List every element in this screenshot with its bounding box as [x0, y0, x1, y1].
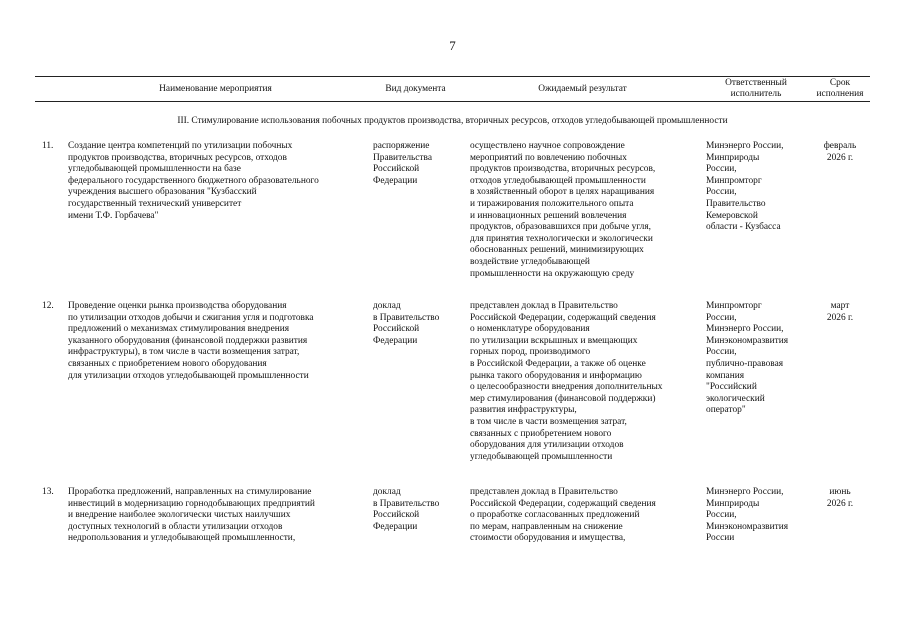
- deadline-line: 2026 г.: [826, 312, 854, 323]
- document-type-line: в Правительство: [373, 312, 440, 323]
- header-result: Ожидаемый результат: [538, 84, 627, 94]
- expected-result-line: по мерам, направленным на снижение: [470, 521, 623, 532]
- expected-result-line: горных пород, производимого: [470, 347, 591, 358]
- event-name-line: связанных с приобретением нового оборудования: [68, 358, 267, 369]
- header-responsible-line: Ответственный: [725, 78, 787, 88]
- document-type: [373, 487, 458, 533]
- section-title: III. Стимулирование использования побочных продуктов производства, вторичных ресурсов, отходов угледобывающей промышленности: [177, 116, 728, 126]
- expected-result-line: мероприятий по вовлечению побочных: [470, 152, 627, 163]
- responsible-line: Минпромторг: [706, 301, 762, 311]
- responsible-line: области - Кузбасса: [706, 222, 781, 233]
- document-type-line: Российской: [373, 164, 420, 175]
- header-deadline: [812, 78, 868, 100]
- event-name: [68, 487, 363, 545]
- expected-result-line: представлен доклад в Правительство: [470, 301, 618, 311]
- responsible-line: Минэнерго России,: [706, 141, 784, 151]
- responsible-line: компания: [706, 370, 745, 381]
- event-name-line: угледобывающей промышленности на базе: [68, 164, 241, 175]
- event-name-line: государственный технический университет: [68, 198, 242, 209]
- expected-result-line: осуществлено научное сопровождение: [470, 141, 625, 151]
- event-name-line: указанного оборудования (финансовой поддержки развития: [68, 335, 308, 346]
- table-top-border: [35, 76, 870, 77]
- responsible-line: Минпромторг: [706, 175, 762, 186]
- event-name-line: для утилизации отходов угледобывающей промышленности: [68, 370, 309, 381]
- event-name-line: Создание центра компетенций по утилизации побочных: [68, 141, 293, 151]
- expected-result-line: и инновационных решений вовлечения: [470, 210, 627, 221]
- responsible-line: Минэнерго России,: [706, 324, 784, 335]
- expected-result-line: продуктов производства, вторичных ресурсов,: [470, 164, 656, 175]
- header-responsible: [706, 78, 806, 100]
- responsible-line: России,: [706, 510, 737, 521]
- event-name-line: предложений о механизмах стимулирования внедрения: [68, 324, 290, 335]
- responsible-line: России: [706, 533, 735, 544]
- document-type-line: Российской: [373, 324, 420, 335]
- document-type-line: Российской: [373, 510, 420, 521]
- deadline-line: 2026 г.: [826, 152, 854, 163]
- header-deadline-line: Срок: [829, 78, 851, 88]
- responsible-line: России,: [706, 312, 737, 323]
- document-type-line: в Правительство: [373, 498, 440, 509]
- expected-result-line: продуктов, образовавшихся при добыче угля,: [470, 222, 651, 233]
- expected-result-line: Российской Федерации, содержащий сведения: [470, 312, 656, 323]
- expected-result-line: воздействие угледобывающей: [470, 256, 590, 267]
- expected-result-line: для принятия технологически и экологически: [470, 233, 653, 244]
- expected-result-line: связанных с приобретением нового: [470, 428, 612, 439]
- document-type-line: Правительства: [373, 152, 432, 163]
- row-number: 12.: [42, 301, 54, 311]
- event-name-line: доступных технологий в области утилизации отходов: [68, 521, 283, 532]
- event-name-line: учреждения высшего образования "Кузбасский: [68, 187, 257, 198]
- expected-result-line: в Российской Федерации, а также об оценке: [470, 358, 646, 369]
- page-number: 7: [449, 38, 456, 53]
- event-name: [68, 301, 363, 382]
- deadline-line: март: [830, 301, 850, 311]
- responsible-line: Минэнерго России,: [706, 487, 784, 497]
- event-name-line: Проведение оценки рынка производства оборудования: [68, 301, 287, 311]
- responsible-line: Минприроды: [706, 152, 760, 163]
- deadline: [812, 301, 868, 324]
- document-type-line: Федерации: [373, 175, 418, 186]
- header-doc: Вид документа: [385, 84, 446, 94]
- document-type-line: доклад: [373, 301, 401, 311]
- responsible-executor: [706, 487, 806, 545]
- expected-result-line: и тиражирования положительного опыта: [470, 198, 634, 209]
- document-type-line: Федерации: [373, 335, 418, 346]
- responsible-line: публично-правовая: [706, 358, 784, 369]
- expected-result-line: о проработке согласованных предложений: [470, 510, 640, 521]
- row-number: 11.: [42, 141, 54, 151]
- row-number: 13.: [42, 487, 54, 497]
- responsible-executor: [706, 301, 806, 417]
- expected-result: [470, 141, 695, 280]
- expected-result-line: в том числе в части возмещения затрат,: [470, 416, 627, 427]
- event-name-line: продуктов производства, вторичных ресурсов, отходов: [68, 152, 287, 163]
- event-name-line: Проработка предложений, направленных на стимулирование: [68, 487, 312, 497]
- expected-result: [470, 301, 695, 463]
- responsible-line: "Российский: [706, 382, 757, 393]
- expected-result-line: развития инфраструктуры,: [470, 405, 577, 416]
- expected-result-line: угледобывающей промышленности: [470, 451, 613, 462]
- event-name-line: недропользования и угледобывающей промышленности,: [68, 533, 296, 544]
- event-name-line: федерального государственного бюджетного образовательного: [68, 175, 319, 186]
- event-name-line: имени Т.Ф. Горбачева": [68, 210, 159, 221]
- expected-result-line: о целесообразности внедрения дополнительных: [470, 382, 663, 393]
- expected-result-line: рынка такого оборудования и информацию: [470, 370, 642, 381]
- table-header-border: [35, 101, 870, 102]
- event-name-line: по утилизации отходов добычи и сжигания угля и подготовка: [68, 312, 314, 323]
- document-type-line: Федерации: [373, 521, 418, 532]
- document-type: [373, 301, 458, 347]
- header-responsible-line: исполнитель: [730, 89, 782, 99]
- deadline: [812, 487, 868, 510]
- expected-result-line: оборудования для утилизации отходов: [470, 440, 624, 451]
- expected-result-line: Российской Федерации, содержащий сведения: [470, 498, 656, 509]
- responsible-line: Минприроды: [706, 498, 760, 509]
- expected-result-line: промышленности на окружающую среду: [470, 268, 635, 279]
- deadline: [812, 141, 868, 164]
- header-name: Наименование мероприятия: [159, 84, 272, 94]
- responsible-line: Минэкономразвития: [706, 335, 789, 346]
- expected-result-line: по утилизации вскрышных и вмещающих: [470, 335, 638, 346]
- expected-result-line: отходов угледобывающей промышленности: [470, 175, 646, 186]
- header-deadline-line: исполнения: [816, 89, 864, 99]
- expected-result-line: представлен доклад в Правительство: [470, 487, 618, 497]
- expected-result-line: стоимости оборудования и имущества,: [470, 533, 626, 544]
- event-name-line: инвестиций в модернизацию горнодобывающих предприятий: [68, 498, 315, 509]
- responsible-line: Кемеровской: [706, 210, 758, 221]
- responsible-line: Минэкономразвития: [706, 521, 789, 532]
- expected-result-line: мер стимулирования (финансовой поддержки): [470, 393, 656, 404]
- document-type: [373, 141, 458, 187]
- expected-result: [470, 487, 695, 545]
- expected-result-line: обоснованных решений, минимизирующих: [470, 245, 644, 256]
- deadline-line: 2026 г.: [826, 498, 854, 509]
- responsible-line: России,: [706, 164, 737, 175]
- event-name-line: и внедрение наиболее экологически чистых наилучших: [68, 510, 291, 521]
- document-type-line: доклад: [373, 487, 401, 497]
- deadline-line: июнь: [829, 487, 851, 497]
- responsible-line: России,: [706, 187, 737, 198]
- expected-result-line: в хозяйственный оборот в целях наращивания: [470, 187, 655, 198]
- responsible-line: экологический: [706, 393, 765, 404]
- event-name-line: инфраструктуры), в том числе в части возмещения затрат,: [68, 347, 300, 358]
- expected-result-line: о номенклатуре оборудования: [470, 324, 590, 335]
- deadline-line: февраль: [823, 141, 857, 151]
- responsible-line: России,: [706, 347, 737, 358]
- responsible-line: Правительство: [706, 198, 766, 209]
- responsible-executor: [706, 141, 806, 234]
- event-name: [68, 141, 363, 222]
- responsible-line: оператор": [706, 405, 746, 416]
- document-type-line: распоряжение: [373, 141, 430, 151]
